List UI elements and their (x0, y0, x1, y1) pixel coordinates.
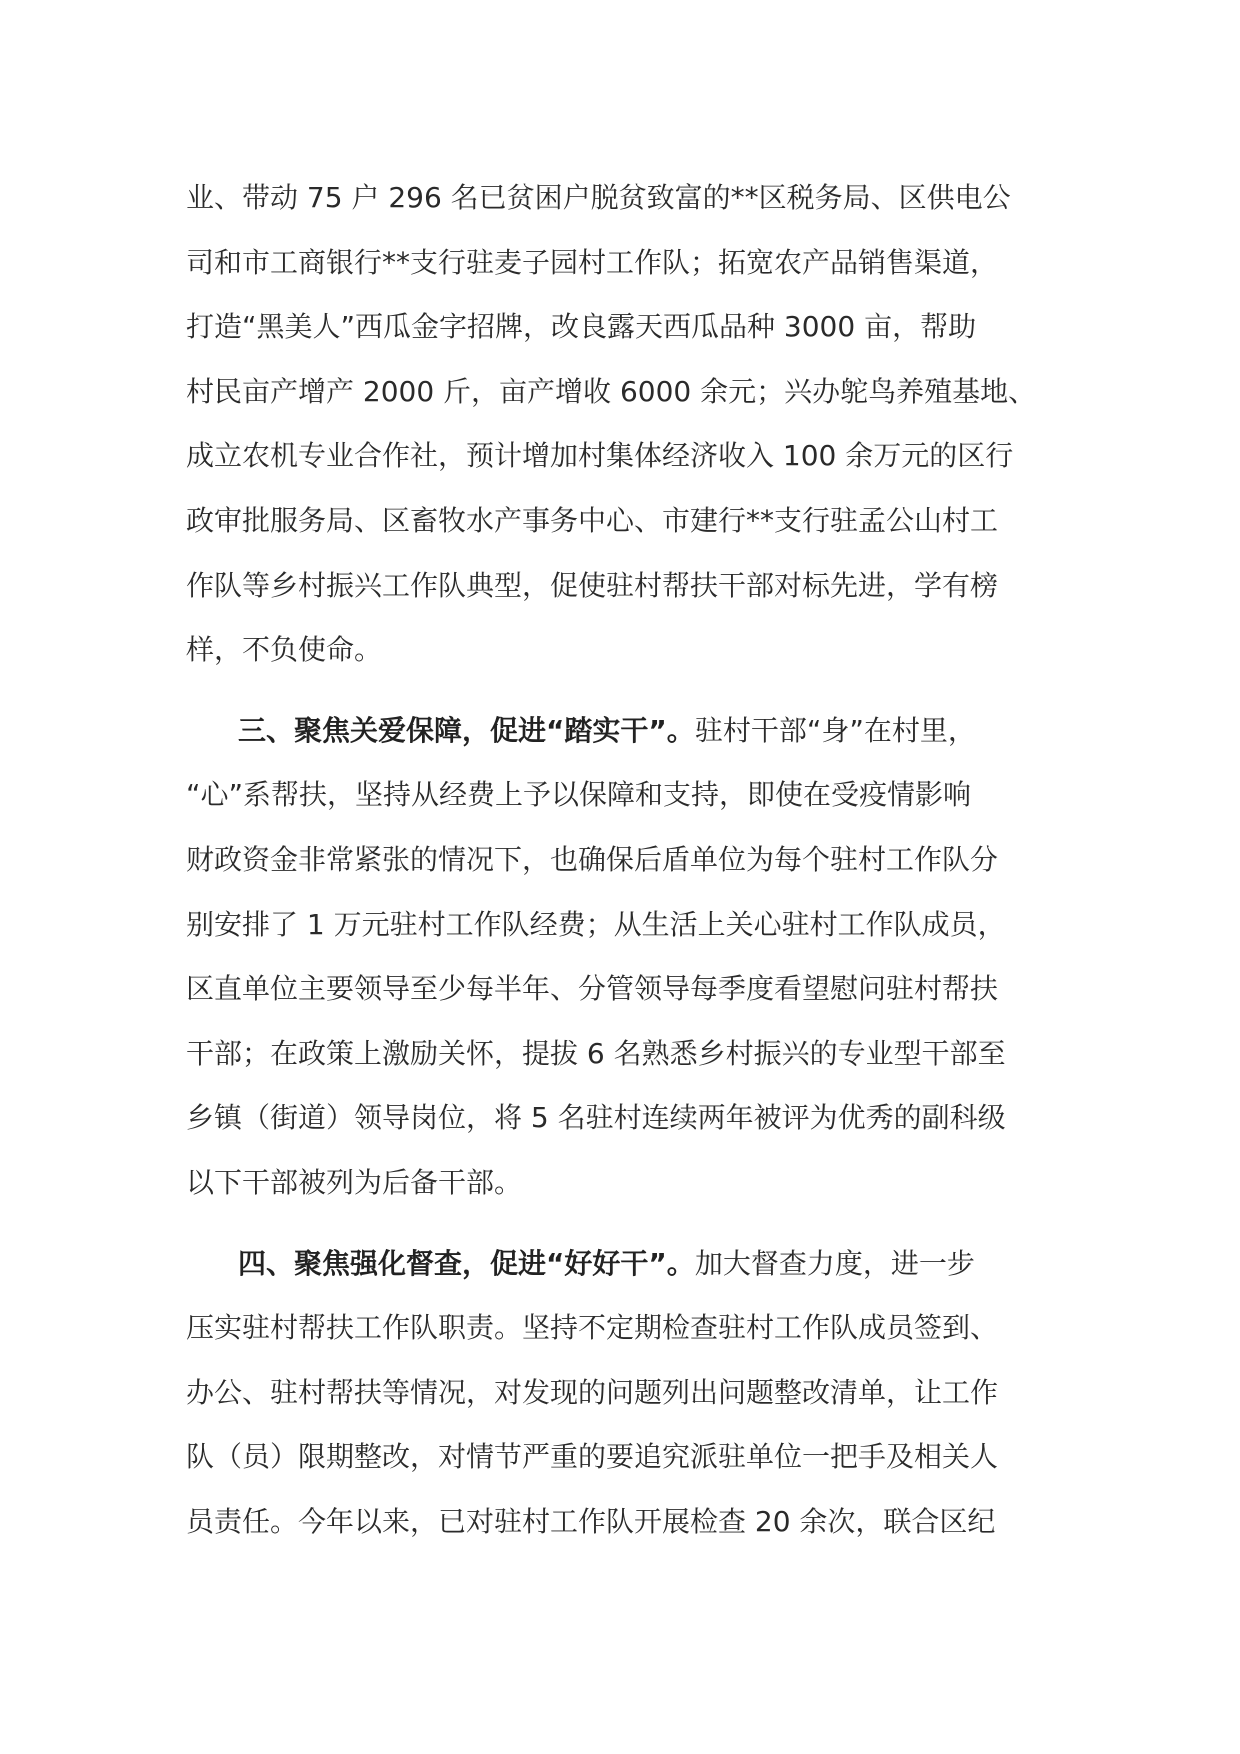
section-four-paragraph (186, 1232, 1066, 1555)
section-three-first-line-text: 驻村干部“身”在村里， (694, 713, 976, 747)
text-line: 以下干部被列为后备干部。 (186, 1165, 523, 1199)
text-line: 政审批服务局、区畜牧水产事务中心、市建行**支行驻孟公山村工 (186, 503, 999, 537)
section-three-heading: 三、聚焦关爱保障，促进“踏实干”。 (238, 713, 695, 747)
text-line: 乡镇（街道）领导岗位，将 5 名驻村连续两年被评为优秀的副科级 (186, 1101, 1006, 1135)
text-line: 别安排了 1 万元驻村工作队经费；从生活上关心驻村工作队成员， (186, 907, 1006, 941)
text-line: 财政资金非常紧张的情况下，也确保后盾单位为每个驻村工作队分 (186, 842, 999, 876)
section-four-first-line-text: 加大督查力度，进一步 (694, 1246, 975, 1280)
text-line: 压实驻村帮扶工作队职责。坚持不定期检查驻村工作队成员签到、 (186, 1311, 999, 1345)
text-line: 队（员）限期整改，对情节严重的要追究派驻单位一把手及相关人 (186, 1440, 999, 1474)
paragraph-gap (186, 1216, 1066, 1232)
text-line: 员责任。今年以来，已对驻村工作队开展检查 20 余次，联合区纪 (186, 1504, 996, 1538)
document-body (186, 166, 1066, 1554)
text-line: 区直单位主要领导至少每半年、分管领导每季度看望慰问驻村帮扶 (186, 972, 999, 1006)
section-four-heading: 四、聚焦强化督查，促进“好好干”。 (238, 1246, 695, 1280)
text-line: 打造“黑美人”西瓜金字招牌，改良露天西瓜品种 3000 亩，帮助 (186, 310, 977, 344)
section-three-first-line (186, 699, 1066, 764)
text-line: 成立农机专业合作社，预计增加村集体经济收入 100 余万元的区行 (186, 439, 1014, 473)
text-line: 办公、驻村帮扶等情况，对发现的问题列出问题整改清单，让工作 (186, 1375, 999, 1409)
text-line: “心”系帮扶，坚持从经费上予以保障和支持，即使在受疫情影响 (186, 778, 972, 812)
section-four-first-line (186, 1232, 1066, 1297)
text-line: 村民亩产增产 2000 斤，亩产增收 6000 余元；兴办鸵鸟养殖基地、 (186, 374, 1037, 408)
text-line: 作队等乡村振兴工作队典型，促使驻村帮扶干部对标先进，学有榜 (186, 568, 999, 602)
text-line: 司和市工商银行**支行驻麦子园村工作队；拓宽农产品销售渠道， (186, 245, 999, 279)
text-line: 样，不负使命。 (186, 633, 383, 667)
section-three-paragraph (186, 699, 1066, 1216)
text-line: 干部；在政策上激励关怀，提拔 6 名熟悉乡村振兴的专业型干部至 (186, 1036, 1006, 1070)
paragraph-continued (186, 166, 1066, 683)
paragraph-gap (186, 683, 1066, 699)
text-line: 业、带动 75 户 296 名已贫困户脱贫致富的**区税务局、区供电公 (186, 181, 1011, 214)
